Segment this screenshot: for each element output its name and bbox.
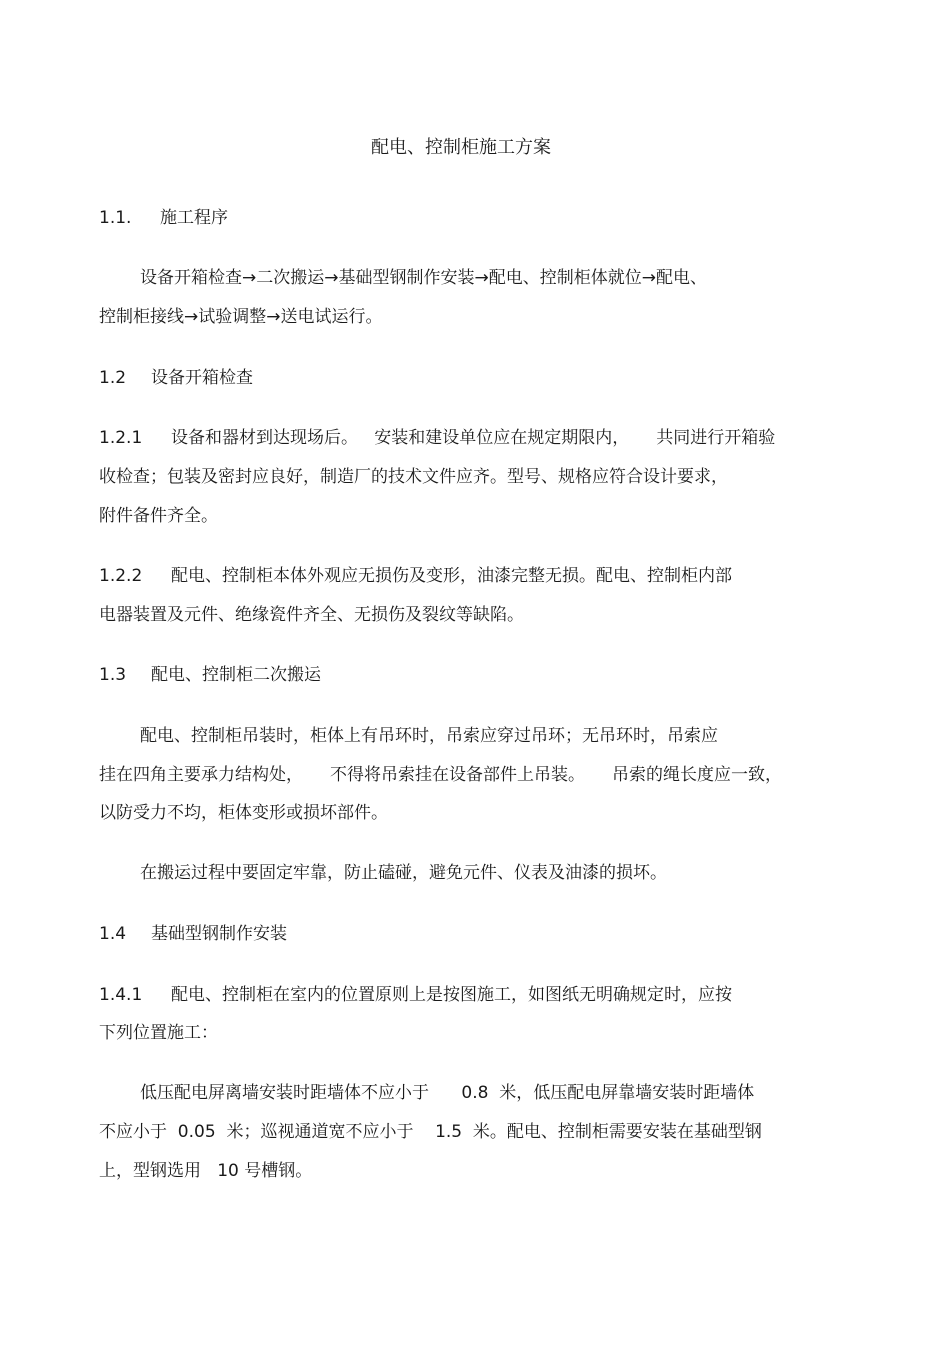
paragraph-line: 在搬运过程中要固定牢靠，防止磕碰，避免元件、仪表及油漆的损坏。 xyxy=(140,863,667,883)
paragraph-line: 配电、控制柜吊装时，柜体上有吊环时，吊索应穿过吊环；无吊环时，吊索应 xyxy=(140,726,718,746)
paragraph-line: 配电、控制柜本体外观应无损伤及变形，油漆完整无损。配电、控制柜内部 xyxy=(171,566,732,586)
paragraph-line: 挂在四角主要承力结构处， 不得将吊索挂在设备部件上吊装。 吊索的绳长度应一致， xyxy=(99,765,783,785)
section-heading: 配电、控制柜二次搬运 xyxy=(151,665,321,685)
subsection-number: 1.2.1 xyxy=(99,428,143,448)
paragraph-line: 不应小于 0.05 米；巡视通道宽不应小于 1.5 米。配电、控制柜需要安装在基础型钢 xyxy=(99,1122,762,1142)
subsection-number: 1.2.2 xyxy=(99,566,143,586)
paragraph-line: 低压配电屏离墙安装时距墙体不应小于 0.8 米，低压配电屏靠墙安装时距墙体 xyxy=(140,1083,755,1103)
paragraph-line: 控制柜接线→试验调整→送电试运行。 xyxy=(99,307,383,327)
section-heading: 施工程序 xyxy=(160,208,228,228)
section-number: 1.4 xyxy=(99,924,127,944)
paragraph-line: 配电、控制柜在室内的位置原则上是按图施工，如图纸无明确规定时，应按 xyxy=(171,985,732,1005)
paragraph-line: 收检查；包装及密封应良好，制造厂的技术文件应齐。型号、规格应符合设计要求， xyxy=(99,467,728,487)
section-number: 1.3 xyxy=(99,665,127,685)
paragraph-line: 电器装置及元件、绝缘瓷件齐全、无损伤及裂纹等缺陷。 xyxy=(99,605,524,625)
paragraph-line: 设备开箱检查→二次搬运→基础型钢制作安装→配电、控制柜体就位→配电、 xyxy=(140,268,707,288)
document-title: 配电、控制柜施工方案 xyxy=(371,137,551,158)
section-heading: 基础型钢制作安装 xyxy=(151,924,287,944)
section-number: 1.2 xyxy=(99,368,127,388)
paragraph-line: 上，型钢选用 10 号槽钢。 xyxy=(99,1161,313,1181)
paragraph-line: 附件备件齐全。 xyxy=(99,506,218,526)
subsection-number: 1.4.1 xyxy=(99,985,143,1005)
paragraph-line: 以防受力不均，柜体变形或损坏部件。 xyxy=(99,803,388,823)
paragraph-line: 下列位置施工： xyxy=(99,1023,218,1043)
paragraph-line: 设备和器材到达现场后。 安装和建设单位应在规定期限内， 共同进行开箱验 xyxy=(171,428,776,448)
section-heading: 设备开箱检查 xyxy=(151,368,253,388)
section-number: 1.1. xyxy=(99,208,132,228)
